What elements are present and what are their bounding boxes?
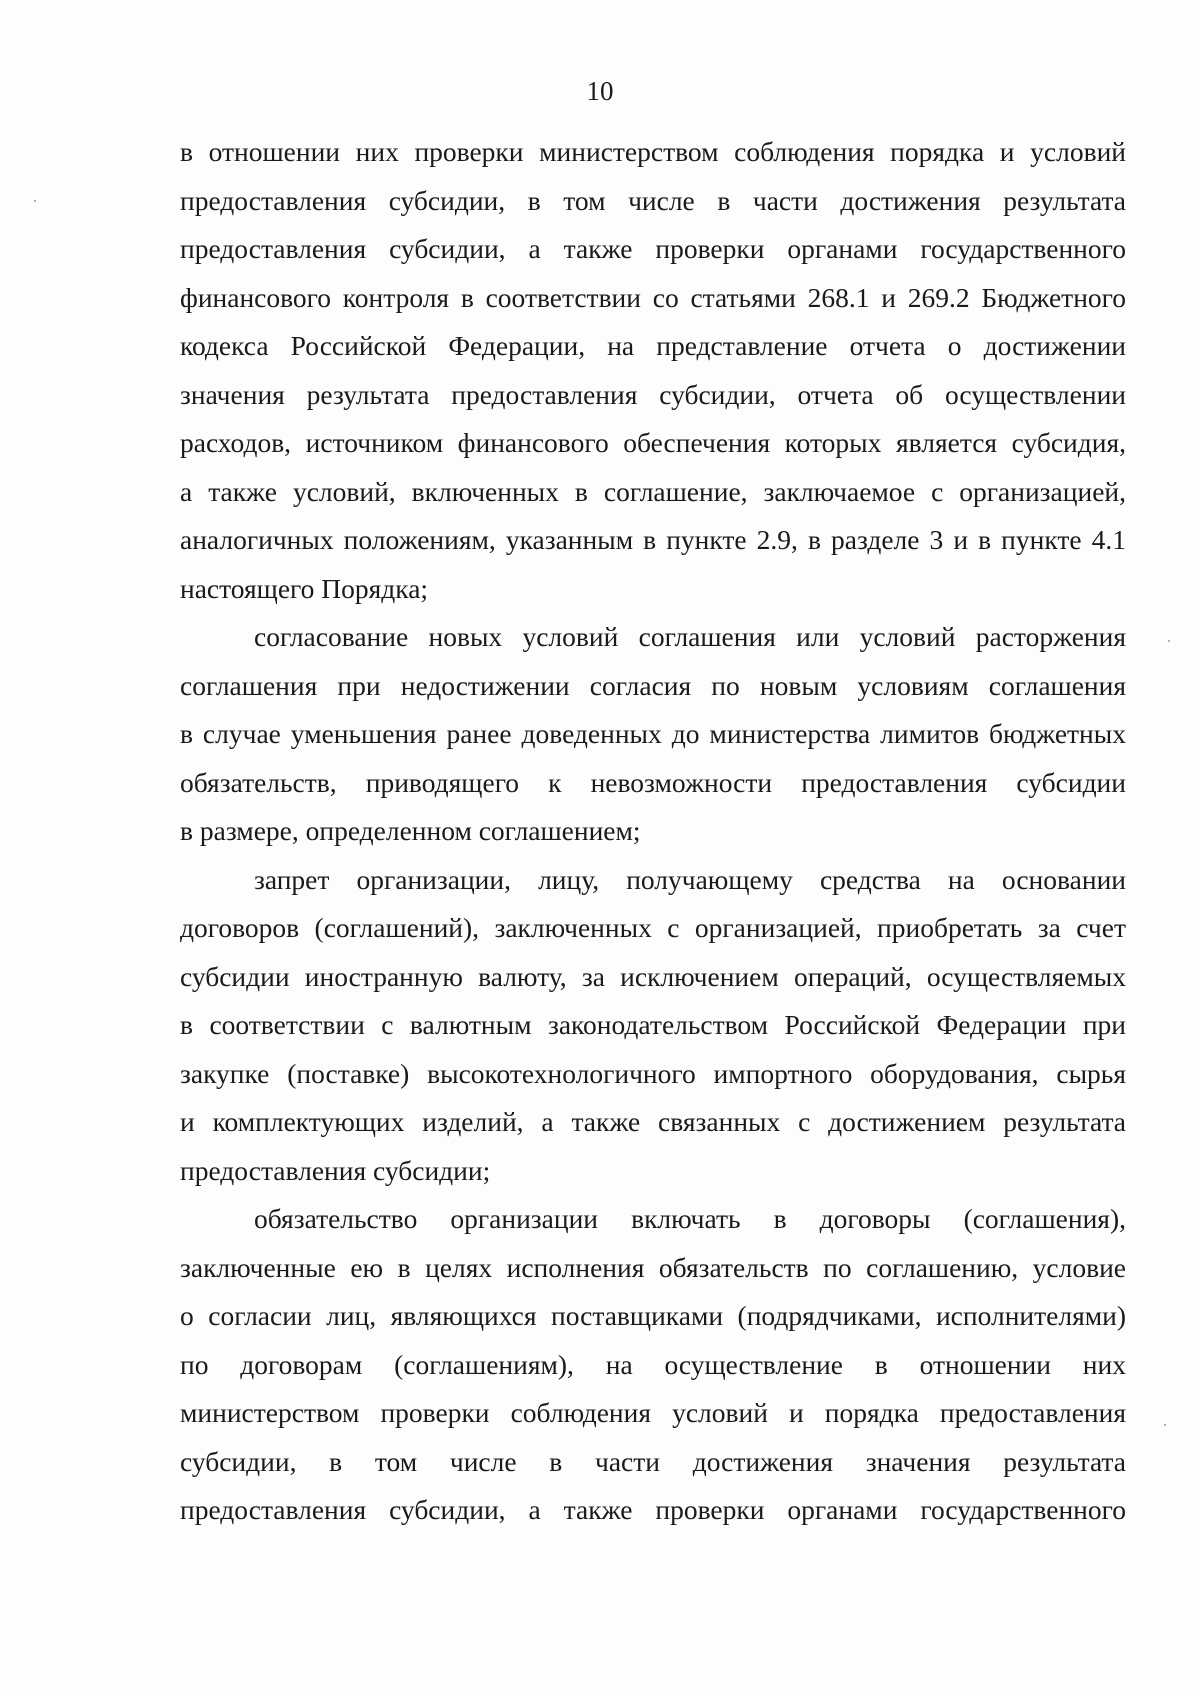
text-line: согласование новых условий соглашения или условий расторжения (254, 621, 1126, 652)
text-line: в соответствии с валютным законодательством Российской Федерации при (180, 1009, 1126, 1040)
text-line: договоров (соглашений), заключенных с организацией, приобретать за счет (180, 912, 1126, 943)
text-line: предоставления субсидии; (180, 1154, 491, 1186)
text-line: о согласии лиц, являющихся поставщиками (подрядчиками, исполнителями) (180, 1300, 1126, 1331)
text-line: в размере, определенном соглашением; (180, 815, 641, 846)
text-line: субсидии, в том числе в части достижения значения результата (180, 1445, 1126, 1477)
text-line: предоставления субсидии, а также проверки органами государственного (180, 1494, 1126, 1525)
text-line: предоставления субсидии, в том числе в части достижения результата (180, 184, 1126, 216)
text-line: соглашения при недостижении согласия по новым условиям соглашения (180, 669, 1126, 701)
text-line: кодекса Российской Федерации, на представление отчета о достижении (180, 330, 1126, 361)
paragraph (180, 128, 1126, 613)
text-line: аналогичных положениям, указанным в пункте 2.9, в разделе 3 и в пункте 4.1 (180, 524, 1126, 555)
document-body (180, 128, 1126, 1535)
text-line: субсидии иностранную валюту, за исключением операций, осуществляемых (180, 960, 1126, 992)
text-line: заключенные ею в целях исполнения обязательств по соглашению, условие (180, 1251, 1126, 1283)
text-line: по договорам (соглашениям), на осуществление в отношении них (180, 1348, 1126, 1380)
scan-speck (1168, 640, 1170, 642)
text-line: расходов, источником финансового обеспечения которых является субсидия, (180, 427, 1126, 458)
text-line: и комплектующих изделий, а также связанных с достижением результата (180, 1106, 1126, 1137)
text-line: настоящего Порядка; (180, 572, 429, 604)
text-line: обязательство организации включать в договоры (соглашения), (254, 1203, 1126, 1234)
text-line: значения результата предоставления субсидии, отчета об осуществлении (180, 378, 1126, 410)
text-line: финансового контроля в соответствии со статьями 268.1 и 269.2 Бюджетного (180, 281, 1126, 313)
text-line: закупке (поставке) высокотехнологичного импортного оборудования, сырья (180, 1057, 1126, 1089)
text-line: запрет организации, лицу, получающему средства на основании (254, 863, 1126, 895)
paragraph (180, 856, 1126, 1196)
scan-speck (1164, 1424, 1166, 1426)
paragraph (180, 613, 1126, 856)
text-line: обязательств, приводящего к невозможности предоставления субсидии (180, 766, 1126, 798)
text-line: предоставления субсидии, а также проверки органами государственного (180, 233, 1126, 264)
text-line: в случае уменьшения ранее доведенных до министерства лимитов бюджетных (180, 718, 1126, 749)
text-line: а также условий, включенных в соглашение, заключаемое с организацией, (180, 475, 1126, 507)
text-line: в отношении них проверки министерством соблюдения порядка и условий (180, 136, 1126, 167)
text-line: министерством проверки соблюдения условий и порядка предоставления (180, 1397, 1126, 1428)
paragraph (180, 1195, 1126, 1535)
page-number: 10 (586, 76, 614, 106)
scan-speck (34, 200, 36, 202)
